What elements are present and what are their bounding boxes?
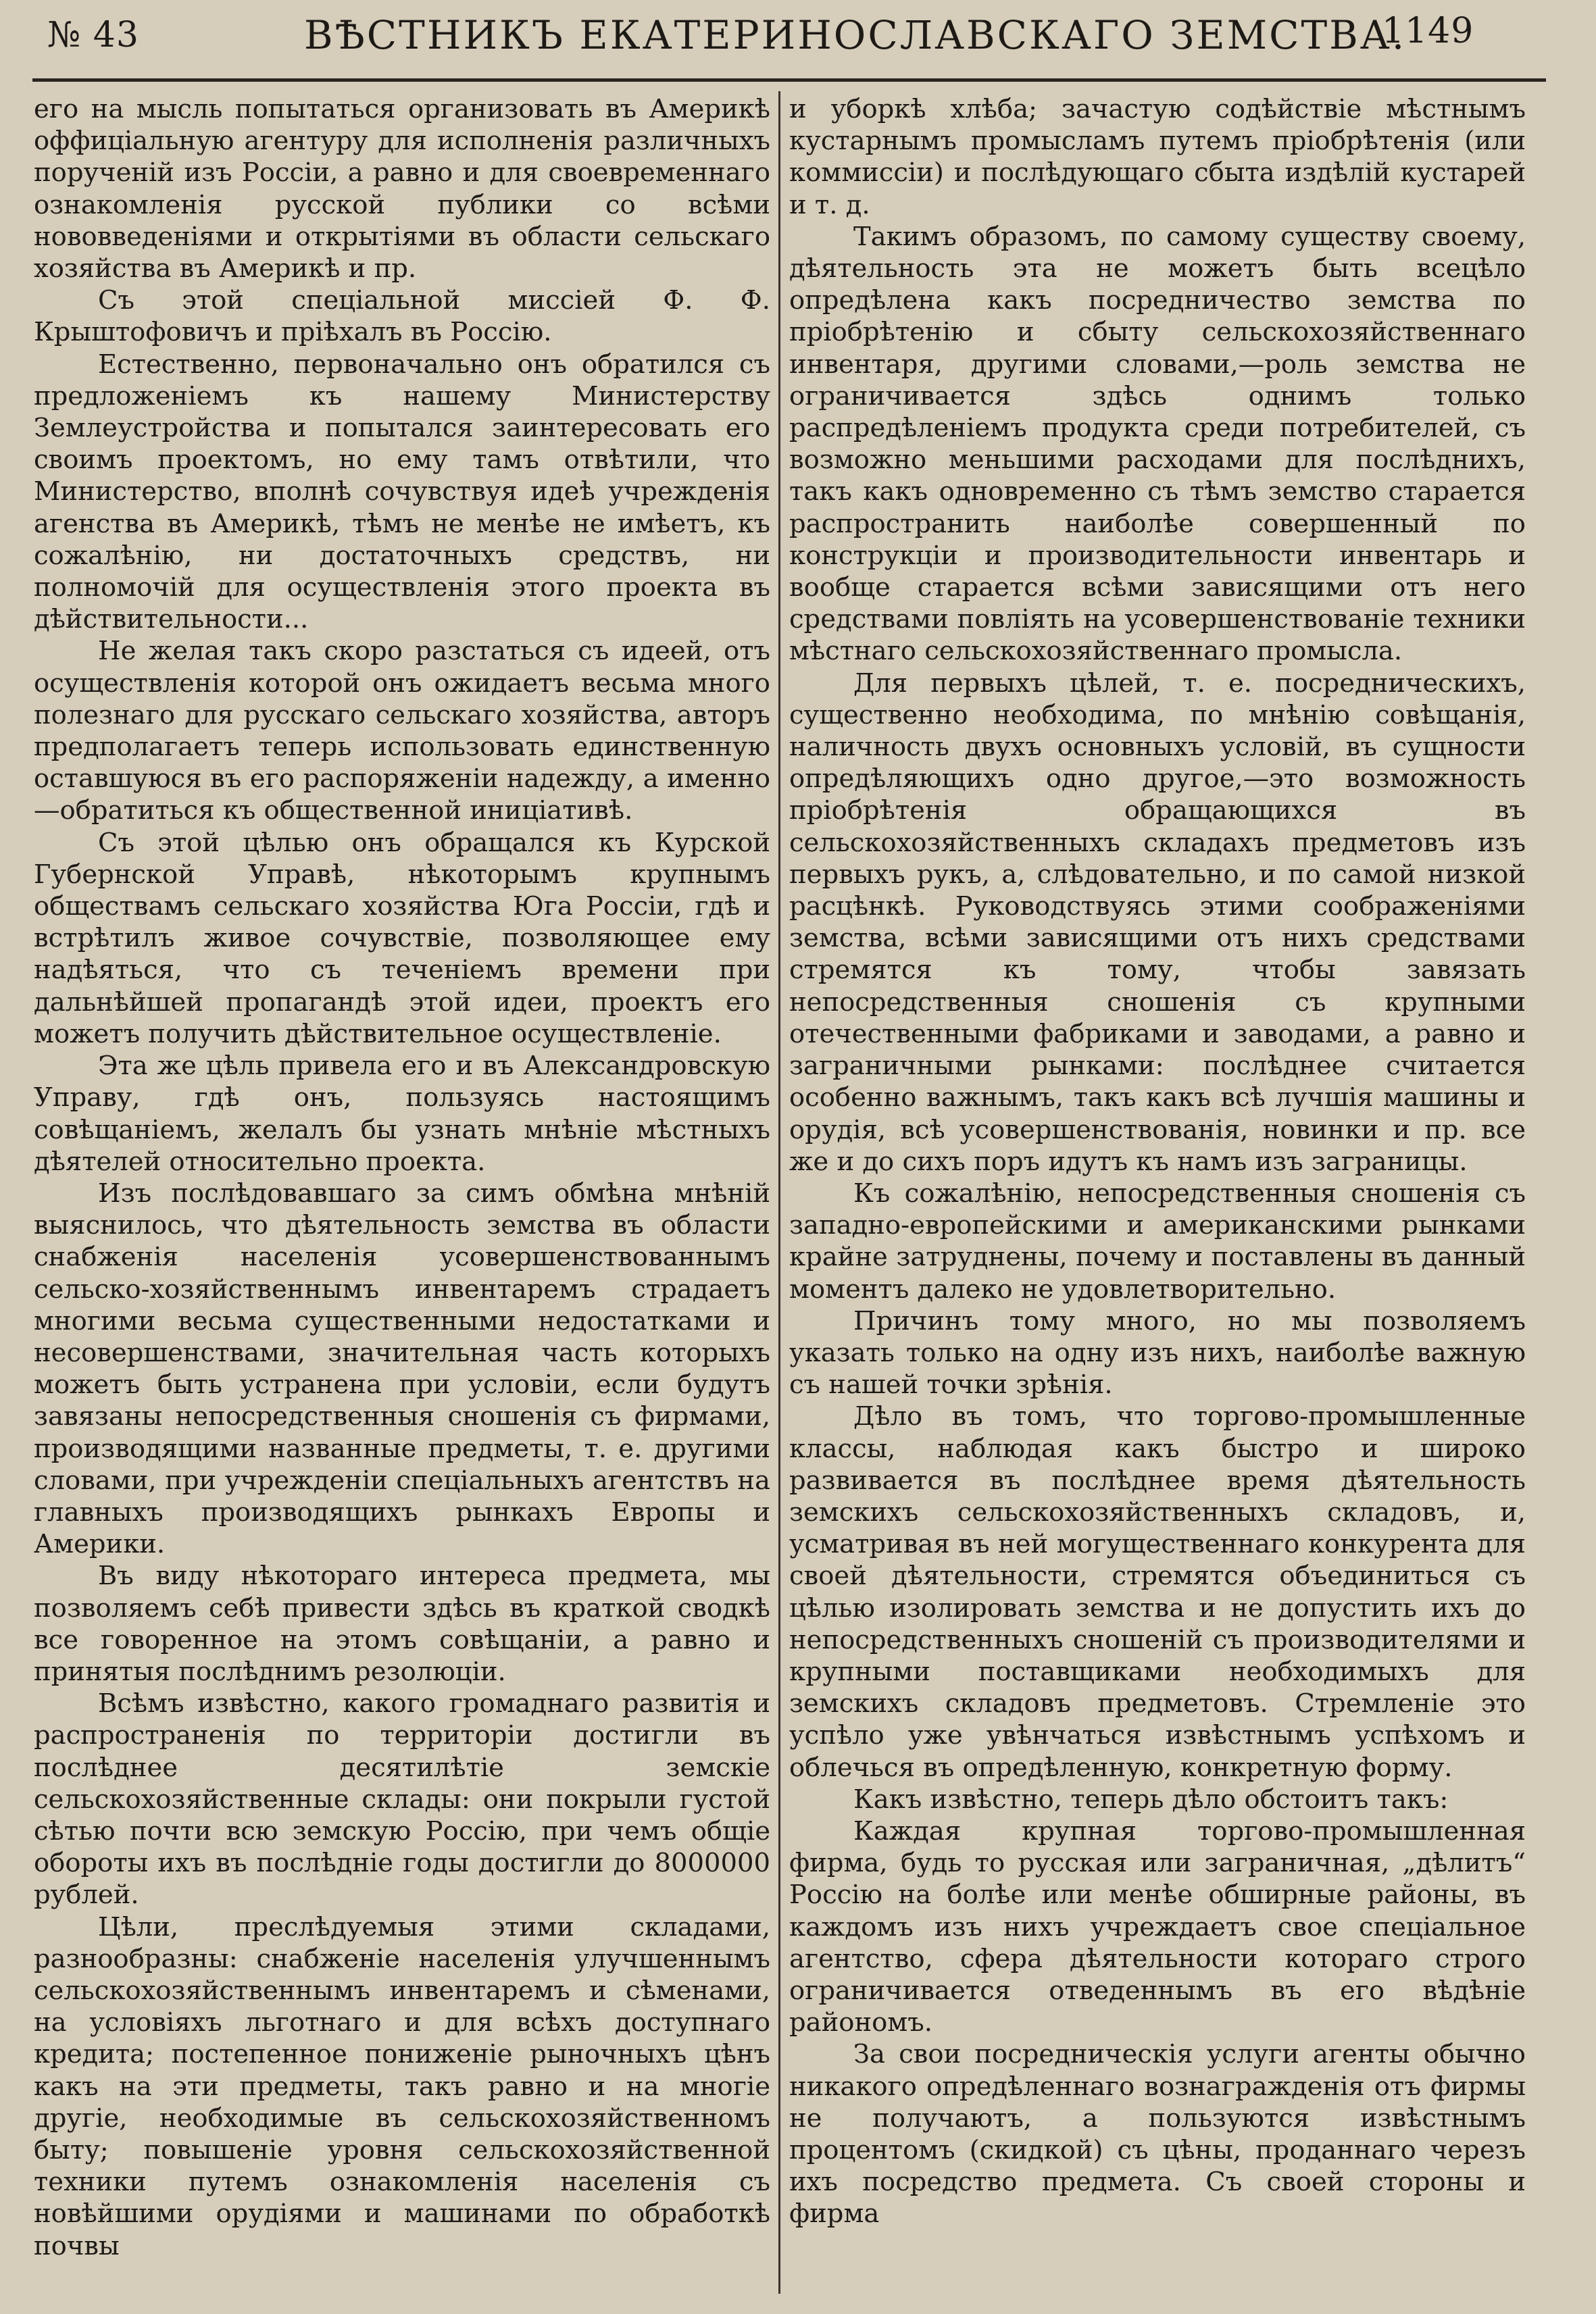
header-rule (32, 78, 1546, 82)
column-divider (778, 91, 780, 2294)
paragraph: Къ сожалѣнію, непосредственныя сношенія съ западно-европейскими и американскими рынками крайне затруднены, почему и поставлены въ данный моментъ далеко не удовлетворительно. (789, 1178, 1526, 1305)
paragraph: Какъ извѣстно, теперь дѣло обстоитъ такъ: (853, 1784, 1449, 1815)
paragraph: За свои посредническія услуги агенты обычно никакого опредѣленнаго вознагражденія отъ фирмы не получаютъ, а пользуются извѣстнымъ процентомъ (скидкой) съ цѣны, проданнаго черезъ ихъ посредство предмета. Съ своей стороны и фирма (789, 2039, 1526, 2230)
paragraph: Причинъ тому много, но мы позволяемъ указать только на одну изъ нихъ, наиболѣе важную съ нашей точки зрѣнія. (789, 1305, 1526, 1401)
issue-number: № 43 (47, 15, 139, 55)
paragraph: Такимъ образомъ, по самому существу своему, дѣятельность эта не можетъ быть всецѣло опредѣлена какъ посредничество земства по пріобрѣтенію и сбыту сельскохозяйственнаго инвентаря, другими словами,—роль земства не ограничивается здѣсь однимъ только распредѣленіемъ продукта среди потребителей, съ возможно меньшими расходами для послѣднихъ, такъ какъ одновременно съ тѣмъ земство старается распространить наиболѣе совершенный по конструкціи и производительности инвентарь и вообще старается всѣми зависящими отъ него средствами повліять на усовершенствованіе техники мѣстнаго сельскохозяйственнаго промысла. (789, 221, 1526, 667)
publication-title: ВѢСТНИКЪ ЕКАТЕРИНОСЛАВСКАГО ЗЕМСТВА. (304, 12, 1407, 58)
paragraph: Не желая такъ скоро разстаться съ идеей, отъ осуществленія которой онъ ожидаетъ весьма много полезнаго для русскаго сельскаго хозяйства, авторъ предполагаетъ теперь использовать единственную оставшуюся въ его распоряженіи надежду, а именно—обратиться къ общественной иниціативѣ. (34, 636, 770, 826)
paragraph: Съ этой цѣлью онъ обращался къ Курской Губернской Управѣ, нѣкоторымъ крупнымъ обществамъ сельскаго хозяйства Юга Россіи, гдѣ и встрѣтилъ живое сочувствіе, позволяющее ему надѣяться, что съ теченіемъ времени при дальнѣйшей пропагандѣ этой идеи, проектъ его можетъ получить дѣйствительное осуществленіе. (34, 827, 770, 1049)
paragraph: Для первыхъ цѣлей, т. е. посредническихъ, существенно необходима, по мнѣнію совѣщанія, наличность двухъ основныхъ условій, въ сущности опредѣляющихъ одно другое,—это возможность пріобрѣтенія обращающихся въ сельскохозяйственныхъ складахъ предметовъ изъ первыхъ рукъ, а, слѣдовательно, и по самой низкой расцѣнкѣ. Руководствуясь этими соображеніями земства, всѣми зависящими отъ нихъ средствами стремятся къ тому, чтобы завязать непосредственныя сношенія съ крупными отечественными фабриками и заводами, а равно и заграничными рынками: послѣднее считается особенно важнымъ, такъ какъ всѣ лучшія машины и орудія, всѣ усовершенствованія, новинки и пр. все же и до сихъ поръ идутъ къ намъ изъ заграницы. (789, 668, 1526, 1177)
paragraph: Каждая крупная торгово-промышленная фирма, будь то русская или заграничная, „дѣлитъ“ Россію на болѣе или менѣе обширные районы, въ каждомъ изъ нихъ учреждаетъ свое спеціальное агентство, сфера дѣятельности котораго строго ограничивается отведеннымъ въ его вѣдѣніе райономъ. (789, 1815, 1526, 2038)
paragraph: и уборкѣ хлѣба; зачастую содѣйствіе мѣстнымъ кустарнымъ промысламъ путемъ пріобрѣтенія (или коммиссіи) и послѣдующаго сбыта издѣлій кустарей и т. д. (789, 94, 1526, 220)
left-column (34, 93, 770, 2289)
paragraph: Съ этой спеціальной миссіей Ф. Ф. Крыштофовичъ и пріѣхалъ въ Россію. (34, 285, 770, 348)
paragraph: Въ виду нѣкотораго интереса предмета, мы позволяемъ себѣ привести здѣсь въ краткой сводкѣ все говоренное на этомъ совѣщаніи, а равно и принятыя послѣднимъ резолюціи. (34, 1561, 770, 1687)
paragraph: Изъ послѣдовавшаго за симъ обмѣна мнѣній выяснилось, что дѣятельность земства въ области снабженія населенія усовершенствованнымъ сельско-хозяйственнымъ инвентаремъ страдаетъ многими весьма существенными недостатками и несовершенствами, значительная часть которыхъ можетъ быть устранена при условіи, если будутъ завязаны непосредственныя сношенія съ фирмами, производящими названные предметы, т. е. другими словами, при учрежденіи спеціальныхъ агентствъ на главныхъ производящихъ рынкахъ Европы и Америки. (34, 1178, 770, 1560)
right-column (789, 93, 1526, 2289)
paragraph: Эта же цѣль привела его и въ Александровскую Управу, гдѣ онъ, пользуясь настоящимъ совѣщаніемъ, желалъ бы узнать мнѣніе мѣстныхъ дѣятелей относительно проекта. (34, 1051, 770, 1177)
paragraph: его на мысль попытаться организовать въ Америкѣ оффиціальную агентуру для исполненія различныхъ порученій изъ Россіи, а равно и для своевременнаго ознакомленія русской публики со всѣми нововведеніями и открытіями въ области сельскаго хозяйства въ Америкѣ и пр. (34, 94, 770, 284)
page-header (0, 0, 1596, 88)
paragraph: Дѣло въ томъ, что торгово-промышленные классы, наблюдая какъ быстро и широко развивается въ послѣднее время дѣятельность земскихъ сельскохозяйственныхъ складовъ, и, усматривая въ ней могущественнаго конкурента для своей дѣятельности, стремятся объединиться съ цѣлью изолировать земства и не допустить ихъ до непосредственныхъ сношеній съ производителями и крупными поставщиками необходимыхъ для земскихъ складовъ предметовъ. Стремленіе это успѣло уже увѣнчаться извѣстнымъ успѣхомъ и облечься въ опредѣленную, конкретную форму. (789, 1401, 1526, 1783)
paragraph: Всѣмъ извѣстно, какого громаднаго развитія и распространенія по территоріи достигли въ послѣднее десятилѣтіе земскіе сельскохозяйственные склады: они покрыли густой сѣтью почти всю земскую Россію, при чемъ общіе обороты ихъ въ послѣдніе годы достигли до 8000000 рублей. (34, 1688, 770, 1911)
paragraph: Цѣли, преслѣдуемыя этими складами, разнообразны: снабженіе населенія улучшеннымъ сельскохозяйственнымъ инвентаремъ и сѣменами, на условіяхъ льготнаго и для всѣхъ доступнаго кредита; постепенное пониженіе рыночныхъ цѣнъ какъ на эти предметы, такъ равно и на многіе другіе, необходимые въ сельскохозяйственномъ быту; повышеніе уровня сельскохозяйственной техники путемъ ознакомленія населенія съ новѣйшими орудіями и машинами по обработкѣ почвы (34, 1911, 770, 2261)
paragraph: Естественно, первоначально онъ обратился съ предложеніемъ къ нашему Министерству Землеустройства и попытался заинтересовать его своимъ проектомъ, но ему тамъ отвѣтили, что Министерство, вполнѣ сочувствуя идеѣ учрежденія агенства въ Америкѣ, тѣмъ не менѣе не имѣетъ, къ сожалѣнію, ни достаточныхъ средствъ, ни полномочій для осуществленія этого проекта въ дѣйствительности... (34, 349, 770, 635)
page-number: 1149 (1382, 11, 1474, 51)
